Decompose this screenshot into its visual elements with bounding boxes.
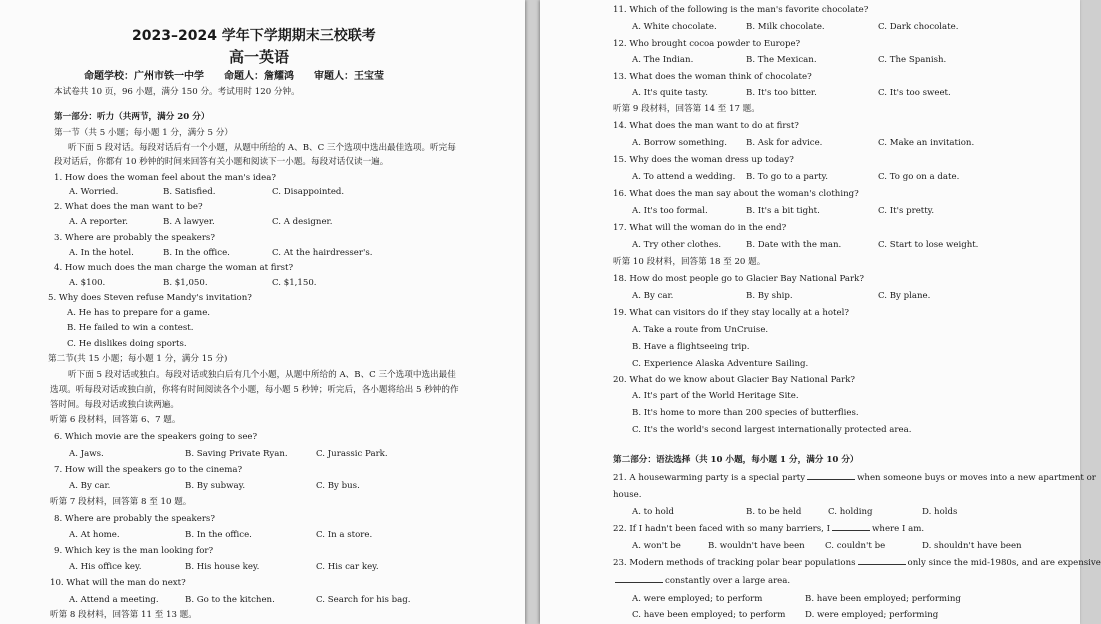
option: B. wouldn't have been	[708, 541, 805, 551]
option: C. He dislikes doing sports.	[67, 339, 187, 349]
question-23-cont	[613, 577, 790, 586]
question-21	[613, 474, 1096, 483]
material-7: 听第 7 段材料，回答第 8 至 10 题。	[50, 497, 192, 507]
option: C. In a store.	[316, 530, 373, 540]
question-13: 13. What does the woman think of chocolate?	[613, 72, 812, 82]
question-12: 12. Who brought cocoa powder to Europe?	[613, 39, 801, 49]
option: C. $1,150.	[272, 278, 317, 288]
option: C. A designer.	[272, 217, 333, 227]
question-18: 18. How do most people go to Glacier Bay National Park?	[613, 274, 864, 284]
question-1: 1. How does the woman feel about the man's idea?	[54, 173, 276, 183]
question-17: 17. What will the woman do in the end?	[613, 223, 787, 233]
question-23-text-a: 23. Modern methods of tracking polar bear populations	[613, 558, 856, 568]
question-9: 9. Which key is the man looking for?	[54, 546, 214, 556]
option: B. Have a flightseeing trip.	[632, 342, 750, 352]
option: B. It's a bit tight.	[746, 206, 820, 216]
option: C. Disappointed.	[272, 187, 345, 197]
option: A. In the hotel.	[69, 248, 134, 258]
option: A. By car.	[632, 291, 674, 301]
option: B. In the office.	[185, 530, 252, 540]
option: A. Worried.	[69, 187, 119, 197]
question-20: 20. What do we know about Glacier Bay National Park?	[613, 375, 856, 385]
question-15: 15. Why does the woman dress up today?	[613, 155, 794, 165]
option: A. To attend a wedding.	[632, 172, 736, 182]
option: A. $100.	[69, 278, 106, 288]
option: B. To go to a party.	[746, 172, 829, 182]
question-11: 11. Which of the following is the man's favorite chocolate?	[613, 5, 869, 15]
question-5: 5. Why does Steven refuse Mandy's invitation?	[48, 293, 252, 303]
option: B. have been employed; performing	[805, 594, 961, 604]
option: A. His office key.	[69, 562, 142, 572]
option: C. holding	[828, 507, 873, 517]
option: A. A reporter.	[69, 217, 129, 227]
answer-blank	[807, 479, 855, 480]
option: B. He failed to win a contest.	[67, 323, 194, 333]
option: A. The Indian.	[632, 55, 694, 65]
question-16: 16. What does the man say about the woman's clothing?	[613, 189, 859, 199]
option: C. Experience Alaska Adventure Sailing.	[632, 359, 809, 369]
author-line: 命题学校：广州市铁一中学 命题人：詹耀鸿 审题人：王宝莹	[84, 71, 384, 82]
part2-heading: 第二部分：语法选择（共 10 小题，每小题 1 分，满分 10 分）	[613, 455, 859, 465]
exam-page-left	[0, 0, 525, 624]
section2-heading: 第二节(共 15 小题；每小题 1 分，满分 15 分)	[48, 354, 228, 364]
question-6: 6. Which movie are the speakers going to see?	[54, 432, 258, 442]
option: C. couldn't be	[825, 541, 886, 551]
option: C. By bus.	[316, 481, 360, 491]
option: B. The Mexican.	[746, 55, 817, 65]
option: B. Saving Private Ryan.	[185, 449, 288, 459]
option: B. By subway.	[185, 481, 246, 491]
question-3: 3. Where are probably the speakers?	[54, 233, 215, 243]
question-21-text-b: when someone buys or moves into a new apartment or	[857, 473, 1096, 483]
question-23	[613, 559, 1101, 568]
option: C. It's the world's second largest internationally protected area.	[632, 425, 912, 435]
option: A. Jaws.	[69, 449, 104, 459]
question-21-cont: house.	[613, 490, 642, 500]
question-2: 2. What does the man want to be?	[54, 202, 203, 212]
option: C. The Spanish.	[878, 55, 947, 65]
exam-meta: 本试卷共 10 页，96 小题，满分 150 分。考试用时 120 分钟。	[54, 87, 300, 97]
question-14: 14. What does the man want to do at first?	[613, 121, 799, 131]
section2-instructions-1: 听下面 5 段对话或独白。每段对话或独白后有几个小题，从题中所给的 A、B、C 三个选项中选出最佳	[68, 370, 456, 380]
exam-title: 2023–2024 学年下学期期末三校联考	[132, 28, 376, 44]
question-22-text-a: 22. If I hadn't been faced with so many barriers, I	[613, 524, 831, 534]
option: C. To go on a date.	[878, 172, 960, 182]
part1-heading: 第一部分：听力（共两节，满分 20 分）	[54, 112, 210, 122]
section1-instructions-1: 听下面 5 段对话。每段对话后有一个小题，从题中所给的 A、B、C 三个选项中选出最佳选项。听完每	[68, 143, 456, 153]
option: A. Borrow something.	[632, 138, 727, 148]
option: A. Attend a meeting.	[69, 595, 159, 605]
option: B. A lawyer.	[163, 217, 215, 227]
answer-blank	[832, 530, 870, 531]
option: B. Go to the kitchen.	[185, 595, 275, 605]
option: A. It's part of the World Heritage Site.	[632, 391, 799, 401]
option: D. holds	[922, 507, 958, 517]
option: B. to be held	[746, 507, 802, 517]
question-23-text-b: only since the mid-1980s, and are expensive	[907, 558, 1101, 568]
question-19: 19. What can visitors do if they stay locally at a hotel?	[613, 308, 849, 318]
option: B. It's too bitter.	[746, 88, 817, 98]
question-23-text-c: constantly over a large area.	[665, 576, 791, 586]
question-4: 4. How much does the man charge the woman at first?	[54, 263, 294, 273]
option: C. His car key.	[316, 562, 379, 572]
section1-instructions-2: 段对话后，你都有 10 秒钟的时间来回答有关小题和阅读下一小题。每段对话仅读一遍。	[54, 157, 389, 167]
option: B. His house key.	[185, 562, 260, 572]
question-21-text-a: 21. A housewarming party is a special party	[613, 473, 806, 483]
question-7: 7. How will the speakers go to the cinema?	[54, 465, 243, 475]
option: A. to hold	[632, 507, 674, 517]
answer-blank	[858, 564, 906, 565]
question-10: 10. What will the man do next?	[50, 578, 186, 588]
option: C. Start to lose weight.	[878, 240, 979, 250]
material-9: 听第 9 段材料，回答第 14 至 17 题。	[613, 104, 760, 114]
option: A. It's too formal.	[632, 206, 708, 216]
option: A. He has to prepare for a game.	[67, 308, 211, 318]
option: B. Satisfied.	[163, 187, 216, 197]
question-22-text-b: where I am.	[872, 524, 925, 534]
option: B. It's home to more than 200 species of butterflies.	[632, 408, 859, 418]
option: A. Take a route from UnCruise.	[632, 325, 769, 335]
option: B. By ship.	[746, 291, 793, 301]
section2-instructions-3: 答时间。每段对话或独白读两遍。	[50, 400, 179, 410]
option: C. Jurassic Park.	[316, 449, 388, 459]
option: B. $1,050.	[163, 278, 208, 288]
option: A. were employed; to perform	[632, 594, 763, 604]
section1-heading: 第一节（共 5 小题；每小题 1 分，满分 5 分）	[54, 128, 233, 138]
option: C. It's too sweet.	[878, 88, 951, 98]
option: B. In the office.	[163, 248, 230, 258]
question-22	[613, 525, 924, 534]
material-6: 听第 6 段材料，回答第 6、7 题。	[50, 415, 181, 425]
section2-instructions-2: 选项。听每段对话或独白前，你将有时间阅读各个小题，每小题 5 秒钟；听完后，各小题将给出 5 秒钟的作	[50, 385, 459, 395]
material-8: 听第 8 段材料，回答第 11 至 13 题。	[50, 610, 197, 620]
option: C. Make an invitation.	[878, 138, 975, 148]
option: C. It's pretty.	[878, 206, 935, 216]
exam-subtitle: 高一英语	[229, 48, 290, 66]
option: C. At the hairdresser's.	[272, 248, 373, 258]
option: C. Search for his bag.	[316, 595, 411, 605]
option: D. shouldn't have been	[922, 541, 1022, 551]
option: A. White chocolate.	[632, 22, 717, 32]
option: A. Try other clothes.	[632, 240, 722, 250]
option: C. Dark chocolate.	[878, 22, 959, 32]
option: A. It's quite tasty.	[632, 88, 708, 98]
option: A. At home.	[69, 530, 120, 540]
exam-page-right	[540, 0, 1101, 624]
option: B. Ask for advice.	[746, 138, 823, 148]
option: C. By plane.	[878, 291, 931, 301]
answer-blank	[615, 582, 663, 583]
option: D. were employed; performing	[805, 610, 939, 620]
option: A. By car.	[69, 481, 111, 491]
option: C. have been employed; to perform	[632, 610, 786, 620]
option: B. Milk chocolate.	[746, 22, 825, 32]
question-8: 8. Where are probably the speakers?	[54, 514, 215, 524]
material-10: 听第 10 段材料，回答第 18 至 20 题。	[613, 257, 766, 267]
option: B. Date with the man.	[746, 240, 842, 250]
option: A. won't be	[632, 541, 681, 551]
